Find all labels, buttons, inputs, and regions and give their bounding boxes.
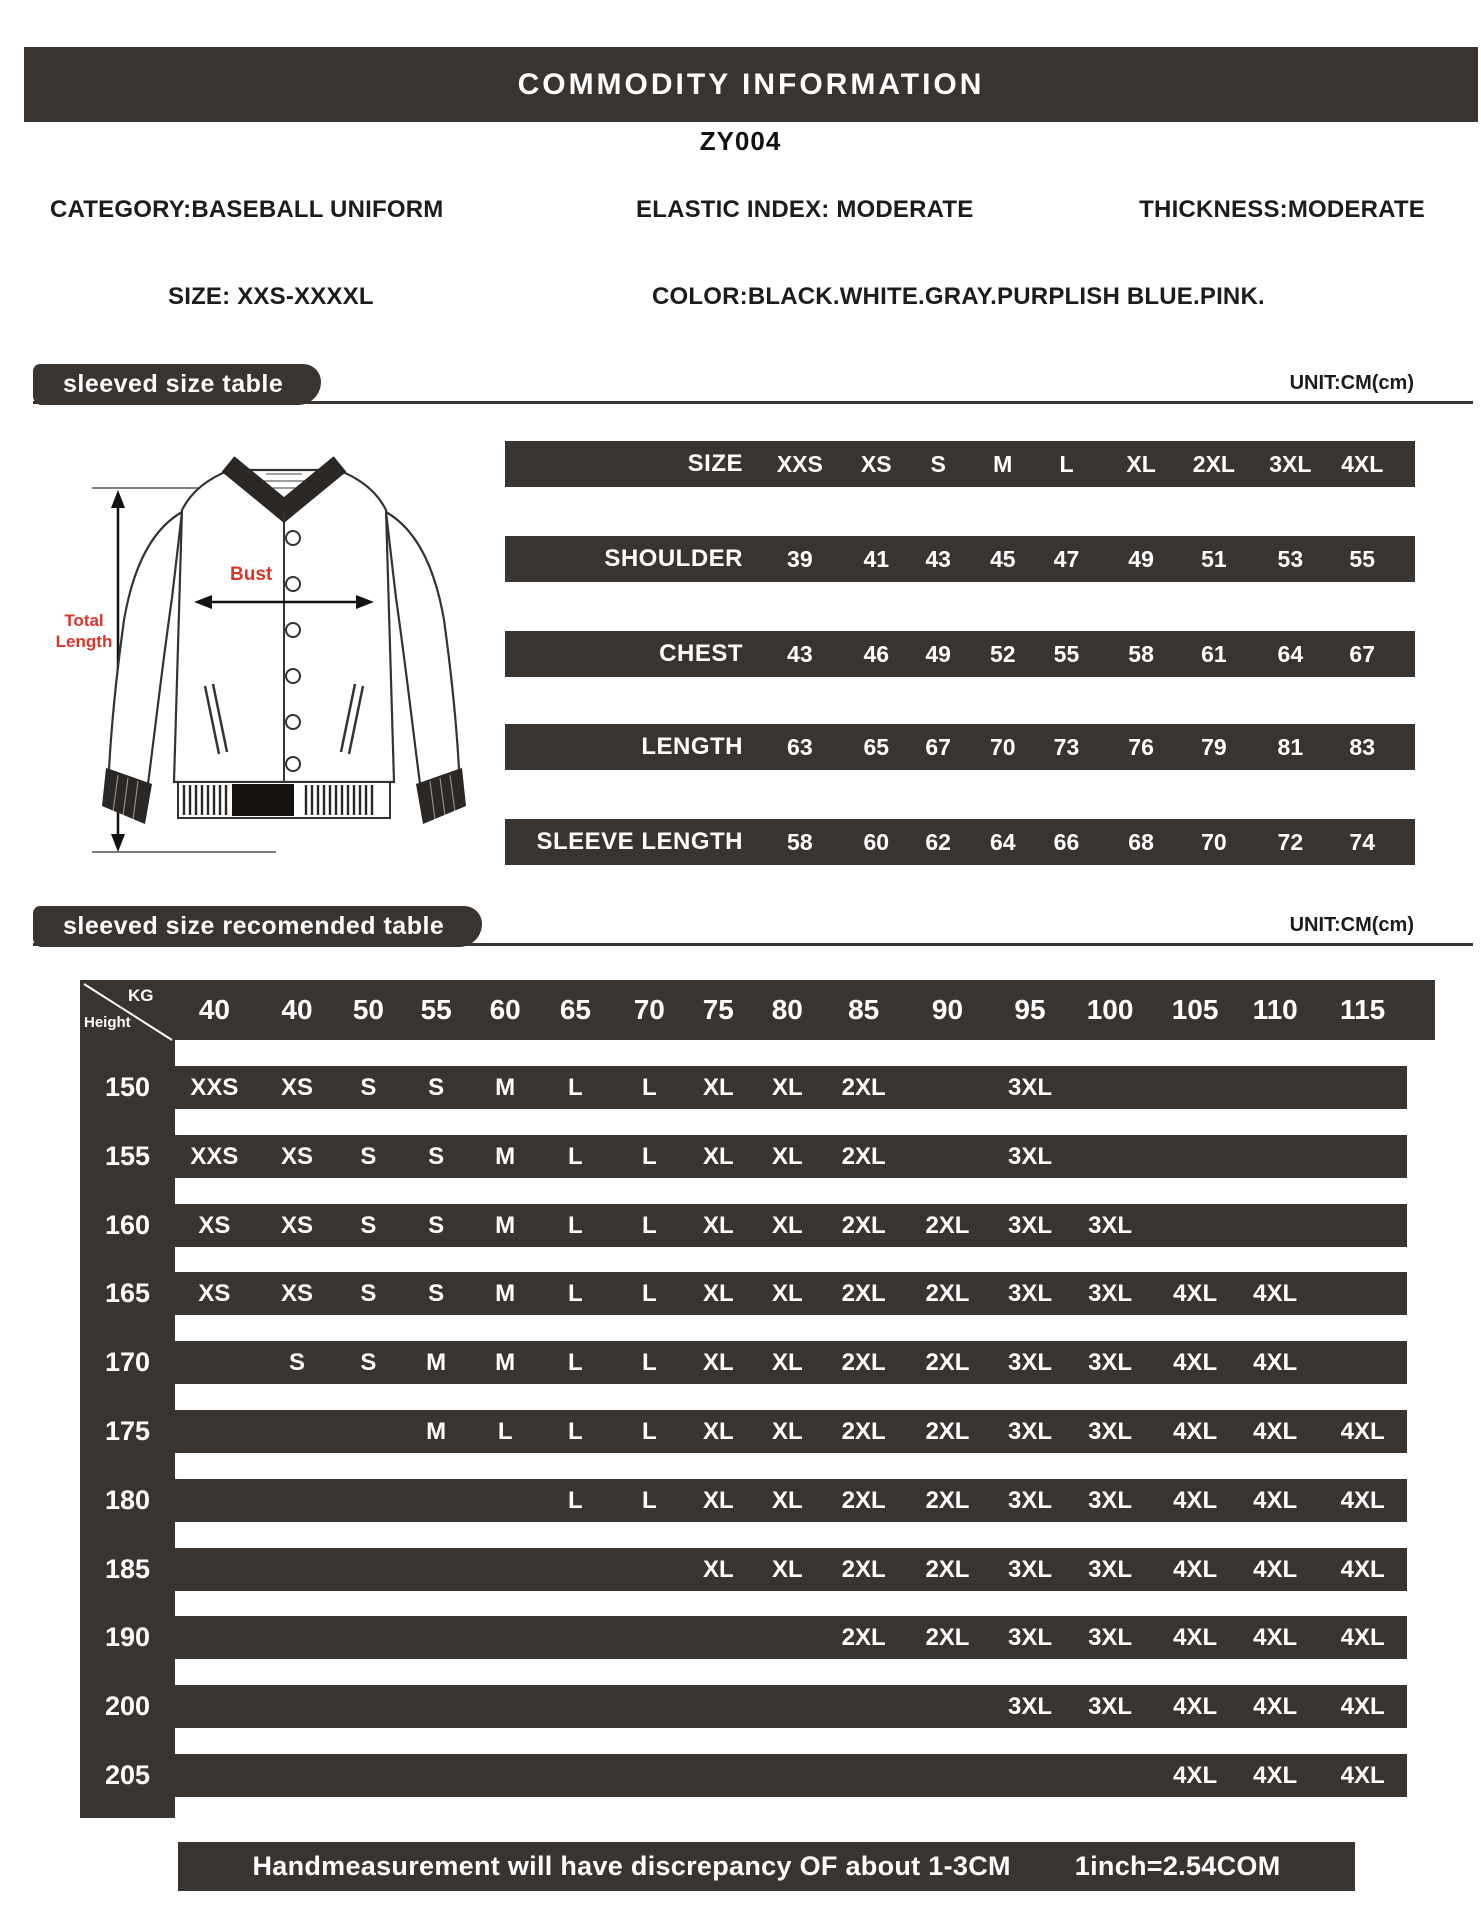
recommend-size-value: L: [568, 1418, 583, 1445]
weight-header-value: 95: [1014, 994, 1046, 1025]
recommend-size-value: 2XL: [841, 1280, 886, 1307]
weight-header-value: 75: [702, 994, 734, 1025]
recommend-size-value: 2XL: [841, 1487, 886, 1514]
recommend-size-value: 3XL: [1007, 1418, 1053, 1445]
recommend-size-value: 3XL: [1007, 1280, 1053, 1307]
recommend-size-value: L: [568, 1280, 583, 1307]
size-table-value: 53: [1277, 546, 1304, 572]
recommend-size-value: 4XL: [1340, 1624, 1385, 1651]
recommend-size-value: L: [568, 1487, 583, 1514]
size-table-row: [505, 724, 1415, 770]
elastic-index-label: ELASTIC INDEX: MODERATE: [636, 196, 974, 223]
recommend-size-value: S: [360, 1349, 377, 1376]
recommend-size-value: M: [426, 1349, 447, 1376]
size-table-row: [505, 631, 1415, 677]
recommend-size-value: 3XL: [1088, 1487, 1133, 1514]
size-table-row-label: SIZE: [687, 450, 743, 477]
size-table-value: 83: [1349, 734, 1376, 760]
size-table-value: 58: [787, 829, 813, 855]
recommend-size-value: 3XL: [1007, 1212, 1053, 1239]
weight-header-value: 115: [1340, 994, 1386, 1025]
size-table-value: 74: [1349, 829, 1376, 855]
recommend-size-value: 4XL: [1340, 1487, 1385, 1514]
recommend-size-value: XL: [702, 1212, 734, 1239]
bust-measure-label: Bust: [230, 564, 273, 585]
recommend-size-value: L: [641, 1074, 657, 1101]
recommend-size-value: S: [428, 1143, 445, 1170]
recommend-size-value: 4XL: [1253, 1280, 1298, 1307]
recommend-table-row: [175, 1479, 1407, 1522]
size-table-value: 62: [925, 829, 951, 855]
weight-header-value: 70: [633, 994, 665, 1025]
recommend-size-value: 4XL: [1173, 1418, 1218, 1445]
height-row-label: 160: [104, 1210, 151, 1240]
product-code: ZY004: [699, 126, 782, 156]
recommend-table-row: [175, 1204, 1407, 1247]
recommend-size-value: L: [568, 1212, 583, 1239]
category-label: CATEGORY:BASEBALL UNIFORM: [50, 196, 444, 223]
recommend-size-value: M: [426, 1418, 447, 1445]
recommend-size-value: L: [641, 1487, 657, 1514]
recommend-size-value: XXS: [190, 1143, 239, 1170]
recommend-size-value: 4XL: [1253, 1418, 1298, 1445]
recommend-table-row: [175, 1685, 1407, 1728]
size-table-value: 4XL: [1341, 451, 1384, 477]
recommend-size-value: 4XL: [1340, 1556, 1385, 1583]
recommend-table-row: [175, 1066, 1407, 1109]
recommend-table-row: [175, 1410, 1407, 1453]
recommend-size-value: XL: [771, 1143, 803, 1170]
weight-header-value: 110: [1252, 994, 1298, 1025]
size-table-value: 41: [863, 546, 890, 572]
size-table-value: 79: [1201, 734, 1227, 760]
recommend-table-row: [175, 1616, 1407, 1659]
recommend-size-value: XS: [198, 1280, 231, 1307]
recommend-size-value: 3XL: [1007, 1624, 1053, 1651]
measurement-note: Handmeasurement will have discrepancy OF about 1-3CM: [252, 1851, 1011, 1881]
recommend-size-value: XS: [198, 1212, 231, 1239]
recommend-size-value: L: [641, 1280, 657, 1307]
recommend-size-value: XL: [771, 1349, 803, 1376]
recommend-size-value: 4XL: [1253, 1487, 1298, 1514]
size-table-value: 49: [925, 641, 951, 667]
recommend-size-value: 3XL: [1088, 1624, 1133, 1651]
recommend-size-value: XS: [280, 1074, 313, 1101]
size-table-value: 3XL: [1269, 451, 1312, 477]
thickness-label: THICKNESS:MODERATE: [1139, 196, 1425, 223]
recommend-size-value: 3XL: [1007, 1143, 1053, 1170]
size-table-value: 46: [863, 641, 890, 667]
recommend-size-value: 4XL: [1253, 1624, 1298, 1651]
recommend-size-value: 2XL: [925, 1280, 970, 1307]
recommend-size-value: XL: [771, 1074, 803, 1101]
size-table-value: 73: [1053, 734, 1080, 760]
size-table-value: 63: [787, 734, 813, 760]
size-table-value: 45: [989, 546, 1016, 572]
recommend-size-value: 3XL: [1088, 1212, 1133, 1239]
recommend-size-value: 3XL: [1088, 1556, 1133, 1583]
size-table-value: XXS: [776, 451, 823, 477]
recommend-size-value: XL: [702, 1487, 734, 1514]
size-table-value: XS: [860, 451, 892, 477]
recommend-size-value: 3XL: [1007, 1556, 1053, 1583]
recommend-table-section-badge: sleeved size recomended table: [33, 906, 482, 947]
recommend-size-value: XL: [702, 1280, 734, 1307]
recommend-size-value: 3XL: [1088, 1280, 1133, 1307]
recommend-size-value: 2XL: [925, 1624, 970, 1651]
recommend-size-value: M: [495, 1280, 516, 1307]
size-table-value: 60: [863, 829, 890, 855]
page-title: COMMODITY INFORMATION: [517, 67, 985, 101]
height-row-label: 205: [104, 1760, 151, 1790]
recommend-size-value: XL: [702, 1556, 734, 1583]
recommend-size-value: 2XL: [841, 1143, 886, 1170]
recommend-size-value: L: [641, 1418, 657, 1445]
size-table-value: 51: [1201, 546, 1227, 572]
total-length-measure-label: Total Length: [55, 611, 113, 652]
jacket-diagram: [66, 450, 502, 870]
size-table-section-badge: sleeved size table: [33, 364, 321, 405]
recommend-size-value: XL: [771, 1212, 803, 1239]
height-row-label: 165: [104, 1278, 151, 1308]
size-table-row: [505, 819, 1415, 865]
recommend-size-value: XS: [280, 1212, 313, 1239]
recommend-size-value: XL: [702, 1143, 734, 1170]
size-table-value: XL: [1126, 451, 1156, 477]
height-row-label: 175: [104, 1416, 151, 1446]
size-table-value: 43: [787, 641, 813, 667]
recommend-size-value: L: [568, 1349, 583, 1376]
recommend-size-value: XL: [771, 1487, 803, 1514]
weight-header-value: 60: [489, 994, 521, 1025]
size-table-value: 55: [1349, 546, 1376, 572]
weight-header-value: 50: [352, 994, 384, 1025]
recommend-size-value: 2XL: [925, 1349, 970, 1376]
size-table-value: 64: [989, 829, 1016, 855]
recommend-size-value: XL: [702, 1074, 734, 1101]
recommend-size-value: L: [568, 1074, 583, 1101]
recommend-size-value: S: [360, 1212, 377, 1239]
recommend-size-value: 4XL: [1253, 1349, 1298, 1376]
recommend-size-value: 4XL: [1173, 1349, 1218, 1376]
recommend-table-row: [175, 1272, 1407, 1315]
recommend-size-value: S: [360, 1280, 377, 1307]
recommend-size-value: L: [497, 1418, 513, 1445]
recommend-size-value: M: [495, 1074, 516, 1101]
size-table-row-label: CHEST: [659, 640, 743, 667]
page-title-bar: [24, 47, 1478, 122]
size-table-value: S: [930, 451, 946, 477]
size-table-value: 66: [1053, 829, 1080, 855]
recommend-size-value: S: [428, 1280, 445, 1307]
height-row-label: 150: [104, 1072, 151, 1102]
size-table-row-label: SLEEVE LENGTH: [536, 828, 743, 855]
size-table-value: 39: [787, 546, 813, 572]
footer-note-bar: [178, 1842, 1355, 1891]
weight-header-value: 55: [420, 994, 452, 1025]
size-table-value: 76: [1128, 734, 1154, 760]
weight-header-value: 80: [771, 994, 803, 1025]
recommend-size-value: 2XL: [925, 1556, 970, 1583]
recommend-size-value: 2XL: [841, 1418, 886, 1445]
recommend-size-value: 4XL: [1173, 1624, 1218, 1651]
recommend-size-value: XL: [702, 1418, 734, 1445]
recommend-size-value: 2XL: [841, 1074, 886, 1101]
corner-kg-label: KG: [128, 986, 154, 1005]
size-table-value: 64: [1277, 641, 1304, 667]
size-table-value: 67: [925, 734, 951, 760]
recommend-size-value: 4XL: [1340, 1693, 1385, 1720]
weight-header-value: 40: [281, 994, 313, 1025]
recommend-size-value: 3XL: [1088, 1349, 1133, 1376]
recommend-size-value: 4XL: [1253, 1556, 1298, 1583]
recommend-size-value: XXS: [190, 1074, 239, 1101]
recommend-size-value: 4XL: [1173, 1280, 1218, 1307]
recommend-size-value: 4XL: [1253, 1762, 1298, 1789]
weight-header-value: 90: [931, 994, 964, 1025]
recommend-size-value: 2XL: [841, 1212, 886, 1239]
recommend-size-value: 2XL: [841, 1349, 886, 1376]
weight-header-row: [175, 980, 1435, 1040]
recommend-size-value: 4XL: [1173, 1762, 1218, 1789]
size-table-row-label: SHOULDER: [604, 545, 743, 572]
inch-conversion-note: 1inch=2.54COM: [1074, 1851, 1281, 1881]
recommend-size-value: S: [428, 1074, 445, 1101]
recommend-size-value: 3XL: [1088, 1693, 1133, 1720]
height-row-label: 180: [104, 1485, 151, 1515]
height-row-label: 185: [104, 1554, 151, 1584]
recommend-size-value: 4XL: [1173, 1556, 1218, 1583]
recommend-size-value: L: [641, 1349, 657, 1376]
size-table-value: 47: [1053, 546, 1080, 572]
recommend-table-unit-label: UNIT:CM(cm): [1289, 914, 1414, 936]
recommend-size-value: 3XL: [1007, 1349, 1053, 1376]
recommend-size-value: M: [495, 1212, 516, 1239]
size-table-value: 70: [1201, 829, 1227, 855]
recommend-size-value: L: [568, 1143, 583, 1170]
size-table-row-label: LENGTH: [641, 733, 743, 760]
recommend-size-value: 4XL: [1340, 1418, 1385, 1445]
size-table-row: [505, 536, 1415, 582]
recommend-size-value: 3XL: [1007, 1074, 1053, 1101]
recommend-size-value: 3XL: [1007, 1693, 1053, 1720]
size-table-value: 72: [1277, 829, 1304, 855]
recommend-size-value: S: [360, 1074, 377, 1101]
recommend-size-value: XL: [771, 1556, 803, 1583]
size-table-value: 68: [1128, 829, 1154, 855]
recommend-size-value: 4XL: [1340, 1762, 1385, 1789]
section-divider-line: [33, 401, 1473, 404]
weight-header-value: 40: [198, 994, 230, 1025]
height-row-label: 155: [104, 1141, 151, 1171]
recommend-size-value: 2XL: [925, 1487, 970, 1514]
recommend-size-value: 3XL: [1088, 1418, 1133, 1445]
recommend-size-value: XS: [280, 1280, 313, 1307]
recommend-size-value: S: [360, 1143, 377, 1170]
size-range-label: SIZE: XXS-XXXXL: [168, 283, 374, 310]
recommend-size-value: XL: [771, 1280, 803, 1307]
recommend-table-row: [175, 1548, 1407, 1591]
recommend-size-value: 4XL: [1173, 1487, 1218, 1514]
weight-header-value: 65: [559, 994, 591, 1025]
size-table-value: 70: [989, 734, 1016, 760]
recommend-size-value: L: [641, 1143, 657, 1170]
recommend-table-row: [175, 1135, 1407, 1178]
size-table-unit-label: UNIT:CM(cm): [1289, 372, 1414, 394]
height-row-label: 200: [104, 1691, 151, 1721]
size-table-value: 52: [989, 641, 1016, 667]
recommend-size-value: S: [288, 1349, 305, 1376]
size-table-value: M: [993, 451, 1013, 477]
section-divider-line: [33, 943, 1473, 946]
size-table-value: 65: [863, 734, 890, 760]
size-table-value: 67: [1349, 641, 1376, 667]
size-table-value: 2XL: [1192, 451, 1235, 477]
recommend-size-value: S: [428, 1212, 445, 1239]
recommend-size-value: M: [495, 1143, 516, 1170]
recommend-size-value: L: [641, 1212, 657, 1239]
recommend-size-value: 4XL: [1173, 1693, 1218, 1720]
recommend-size-value: XL: [702, 1349, 734, 1376]
weight-header-value: 85: [848, 994, 880, 1025]
recommend-size-value: 3XL: [1007, 1487, 1053, 1514]
size-table-value: L: [1059, 451, 1074, 477]
recommend-size-value: XS: [280, 1143, 313, 1170]
recommend-table-row: [175, 1754, 1407, 1797]
recommend-size-value: 2XL: [925, 1212, 970, 1239]
size-table-value: 49: [1128, 546, 1154, 572]
recommend-size-value: 2XL: [925, 1418, 970, 1445]
height-row-label: 190: [104, 1622, 151, 1652]
height-row-label: 170: [104, 1347, 151, 1377]
weight-header-value: 100: [1086, 994, 1134, 1025]
recommend-size-value: 2XL: [841, 1556, 886, 1583]
size-table-value: 61: [1201, 641, 1227, 667]
recommend-table-row: [175, 1341, 1407, 1384]
size-table-value: 81: [1277, 734, 1304, 760]
recommend-size-value: M: [495, 1349, 516, 1376]
recommend-size-value: XL: [771, 1418, 803, 1445]
size-table-value: 55: [1053, 641, 1080, 667]
corner-height-label: Height: [84, 1014, 131, 1031]
recommend-size-value: 4XL: [1253, 1693, 1298, 1720]
color-options-label: COLOR:BLACK.WHITE.GRAY.PURPLISH BLUE.PINK.: [652, 283, 1265, 310]
size-table-value: 58: [1128, 641, 1154, 667]
size-table-value: 43: [925, 546, 951, 572]
recommend-size-value: 2XL: [841, 1624, 886, 1651]
size-table-row: [505, 441, 1415, 487]
weight-header-value: 105: [1171, 994, 1219, 1025]
